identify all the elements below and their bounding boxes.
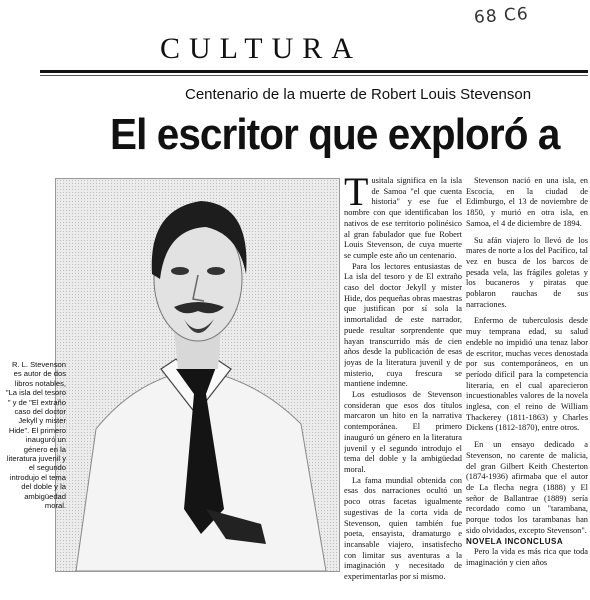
paragraph: Enfermo de tuberculosis desde muy temprana edad, su salud endeble no impidió una tenaz labor de escritor, muchas veces denostada por sus contemporáneos, en un período difícil para la competencia literaria, en el cual aparecieron incuestionables valores de la novela inglesa, con el reino de William Thackerey (1811-1863) y Charles Dickens (1812-1870), entre otros.: [466, 316, 588, 433]
paragraph: Pero la vida es más rica que toda imaginación y cien años: [466, 547, 588, 567]
paragraph: Para los lectores entusiastas de La isla del tesoro y de El extraño caso del doctor Jekyll y mister Hide, dos pequeñas obras maestras que justifican por sí sola la inmortalidad de este narrador, puede resultar sorprendente que hayan transcurrido más de cien años desde la publicación de esas joyas de la literatura juvenil y de misterio, cuya frescura se mantiene indemne.: [344, 261, 462, 389]
portrait-photo: [55, 178, 340, 572]
article-kicker: Centenario de la muerte de Robert Louis Stevenson: [185, 86, 532, 103]
paragraph: Los estudiosos de Stevenson consideran que esos dos títulos marcaron un hito en la narrativa contemporánea. El primero inauguró un género en la literatura juvenil y el segundo introdujo el tema del doble y la ambigüedad moral.: [344, 390, 462, 474]
article-column-1: [344, 176, 462, 600]
header-rule: [40, 70, 588, 73]
paragraph: La fama mundial obtenida con esas dos narraciones ocultó un poco otras facetas igualmente sugestivas de la corta vida de Stevenson, quien también fue poeta, ensayista, dramaturgo e incansable viajero, insatisfecho con limitar sus aventuras a la imaginación y necesitado de experimentarlas por sí mismo.: [344, 475, 462, 582]
header-rule-thin: [40, 75, 588, 76]
paragraph: usitala significa en la isla de Samoa "el que cuenta historia" y ese fue el nombre con que identificaban los nativos de ese territorio polinésico al gran fabulador que fue Robert Louis Stevenson, de cuya muerte se cumple este año un centenario.: [344, 176, 462, 260]
portrait-illustration: [56, 179, 339, 571]
handwritten-note: 68 C6: [473, 4, 530, 28]
drop-cap: T: [344, 176, 369, 214]
article-headline: El escritor que exploró a: [110, 110, 560, 159]
paragraph: Stevenson nació en una isla, en Escocia, en la ciudad de Edimburgo, el 13 de noviembre de 1850, y murió en otra isla, en Samoa, el 4 de diciembre de 1894.: [466, 176, 588, 228]
section-title: CULTURA: [160, 32, 362, 65]
paragraph: En un ensayo dedicado a Stevenson, no carente de malicia, del gran Gilbert Keith Chesterton (1874-1936) afirmaba que el autor de La flecha negra (1888) y El señor de Ballantrae (1889) sería recordado como un "tarambana, porque todos los tarambanas han sido olvidados, excepto Stevenson".: [466, 440, 588, 535]
photo-caption: R. L. Stevenson es autor de dos libros notables, "La isla del tesoro " y de "El extraño caso del doctor Jekyll y mister Hide". El primero inauguró un género en la literatura juvenil y el segundo introdujo el tema del doble y la ambigüedad moral.: [5, 360, 66, 511]
article-column-2: [466, 176, 588, 600]
subheading: NOVELA INCONCLUSA: [466, 536, 564, 546]
paragraph: Su afán viajero lo llevó de los mares de norte a los del Pacífico, tal vez en busca de los barcos de pesada vela, las frágiles goletas y los bucaneros y piratas que poblaron rauchas de sus narraciones.: [466, 235, 588, 309]
